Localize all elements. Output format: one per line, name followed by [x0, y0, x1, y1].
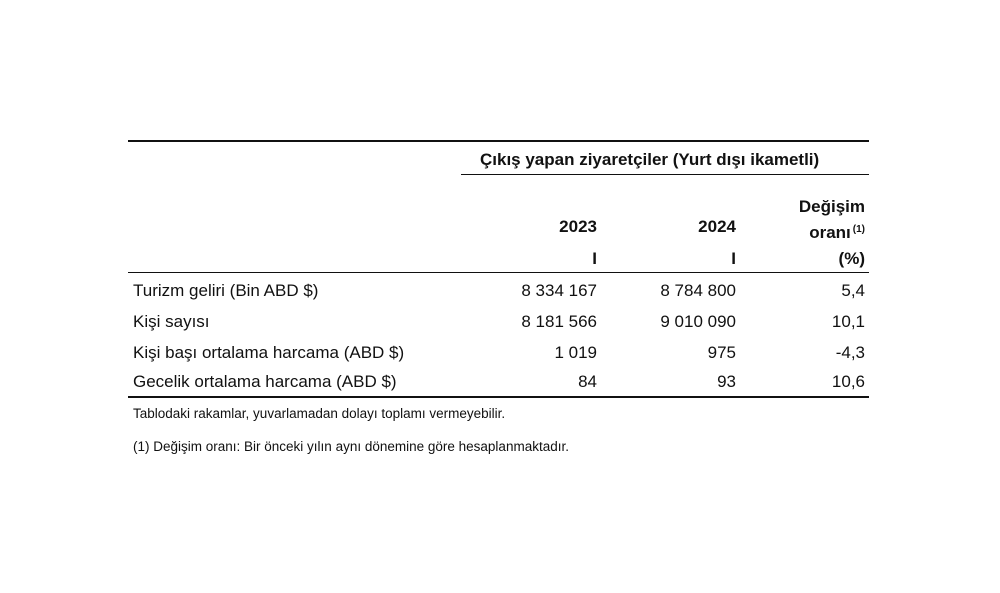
- row-label: Gecelik ortalama harcama (ABD $): [133, 372, 397, 391]
- period-2023: I: [592, 249, 597, 268]
- row-value-2023: 8 334 167: [521, 281, 597, 300]
- header-bottom-rule: [128, 272, 869, 273]
- row-change: 5,4: [841, 281, 865, 300]
- row-label: Turizm geliri (Bin ABD $): [133, 281, 319, 300]
- row-value-2024: 93: [717, 372, 736, 391]
- group-header-underline: [461, 174, 869, 175]
- change-header-line1: Değişim: [798, 197, 865, 216]
- table-bottom-rule: [128, 396, 869, 398]
- row-value-2024: 8 784 800: [660, 281, 736, 300]
- rounding-note: Tablodaki rakamlar, yuvarlamadan dolayı toplamı vermeyebilir.: [133, 406, 506, 421]
- year-2024-header: 2024: [698, 217, 736, 236]
- footnote-1: (1) Değişim oranı: Bir önceki yılın aynı dönemine göre hesaplanmaktadır.: [133, 439, 569, 454]
- table-top-rule: [128, 140, 869, 142]
- period-2024: I: [731, 249, 736, 268]
- row-label: Kişi sayısı: [133, 312, 210, 331]
- row-change: -4,3: [835, 343, 865, 362]
- row-value-2023: 8 181 566: [521, 312, 597, 331]
- change-unit-header: (%): [838, 249, 865, 268]
- row-value-2024: 9 010 090: [660, 312, 736, 331]
- row-label: Kişi başı ortalama harcama (ABD $): [133, 343, 405, 362]
- change-header-line2: oranı $^{(1)}$: [809, 223, 865, 242]
- group-header: Çıkış yapan ziyaretçiler (Yurt dışı ikametli): [480, 150, 820, 169]
- row-value-2024: 975: [707, 343, 736, 362]
- year-2023-header: 2023: [559, 217, 597, 236]
- row-change: 10,6: [831, 372, 865, 391]
- row-value-2023: 1 019: [554, 343, 597, 362]
- row-value-2023: 84: [578, 372, 597, 391]
- row-change: 10,1: [831, 312, 865, 331]
- change-header-footnote-mark: (1): [852, 224, 865, 235]
